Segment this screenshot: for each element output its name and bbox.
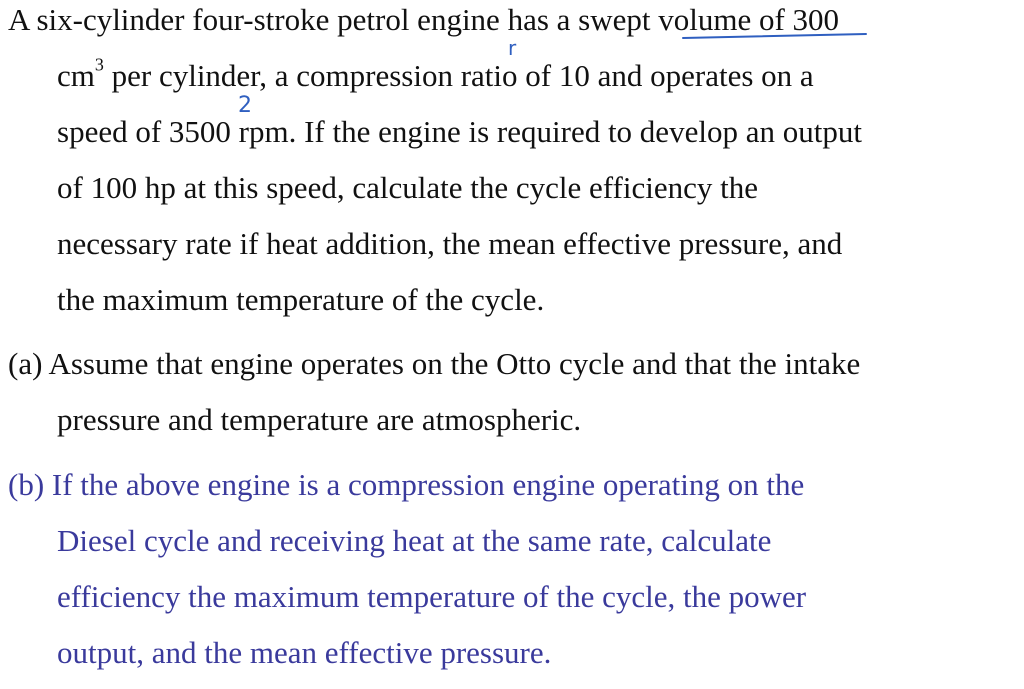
problem-line-6	[57, 280, 544, 320]
highlight-otto-cycle: engine operates on the Otto cycle	[210, 346, 625, 381]
highlight-cycle-efficiency: cle efficiency the	[545, 170, 758, 205]
problem-line-1	[8, 0, 839, 40]
problem-line-4	[57, 168, 758, 208]
part-b-line-1: (b) If the above engine is a compression engine operating on the	[8, 467, 805, 502]
part-a-line-1	[8, 344, 860, 384]
text-span: of	[57, 170, 91, 205]
text-span: four-stroke	[184, 2, 338, 37]
text-span: cm	[57, 58, 95, 93]
text-span: rate if heat addition, the mean effective pressure, and	[177, 226, 843, 261]
highlight-swept-volume: swept volume of 300	[578, 2, 840, 37]
ink-mark-r: r	[508, 36, 517, 60]
text-span: and that the intake	[624, 346, 861, 381]
highlight-necessary: necessary	[57, 226, 178, 261]
part-b-line-2: Diesel cycle and receiving heat at the same rate, calculate	[57, 523, 772, 558]
highlight-speed: speed of 3500 rpm	[57, 114, 289, 149]
highlight-petrol-engine: petrol engine	[337, 2, 500, 37]
problem-line-5	[57, 224, 842, 264]
text-span: , calculate the cy	[336, 170, 546, 205]
text-span: . If the engine is required to develop an output	[288, 114, 862, 149]
problem-line-3	[57, 112, 862, 152]
highlight-compression-ratio: compression ratio of 10	[296, 58, 590, 93]
ink-mark-2: 2	[238, 93, 252, 118]
text-span: has a	[499, 2, 579, 37]
text-span: per cylinder, a	[103, 58, 297, 93]
text-span: pressure and temperature are atmospheric.	[57, 402, 582, 437]
part-b-line-4: output, and the mean effective pressure.	[57, 635, 552, 670]
text-span: A	[8, 2, 37, 37]
part-a-line-2	[57, 400, 581, 440]
problem-line-2	[57, 56, 814, 96]
text-span: the maximum temperature of the cycle.	[57, 282, 545, 317]
part-b-line-3: efficiency the maximum temperature of the cycle, the power	[57, 579, 807, 614]
text-span: (a) Assume that	[8, 346, 211, 381]
superscript: 3	[94, 54, 104, 75]
text-span: and operates on a	[589, 58, 814, 93]
highlight-100hp: 100 hp at this speed	[90, 170, 337, 205]
highlight-six-cylinder: six-cylinder	[36, 2, 185, 37]
